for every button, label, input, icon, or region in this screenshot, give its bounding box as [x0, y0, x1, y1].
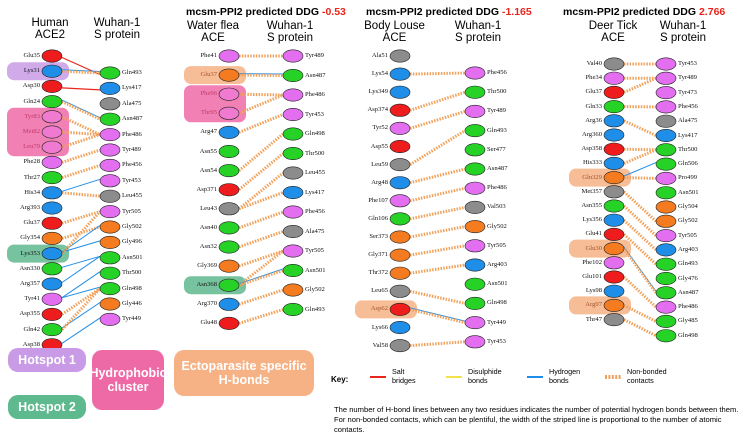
header-line: S protein	[454, 32, 502, 44]
residue-label: Lys31	[23, 67, 40, 75]
key-hydrogen-bonds: Hydrogen bonds	[549, 367, 581, 385]
header-line: S protein	[659, 32, 707, 44]
residue-label: Glu41	[585, 230, 602, 238]
residue-label: Tyr489	[122, 146, 141, 153]
residue-label: Gly476	[678, 274, 698, 282]
residue-label: Gly485	[678, 317, 698, 325]
residue-label: Lys353	[20, 249, 40, 257]
panel-title-4-text: mcsm-PPI2 predicted DDG	[563, 6, 697, 18]
residue-label: Gln106	[368, 214, 388, 222]
residue-label: Phe456	[122, 161, 142, 169]
header-line: Wuhan-1	[659, 20, 707, 32]
residue-label: Gln493	[487, 126, 507, 134]
header-line: ACE	[201, 32, 225, 44]
residue-label: Arg403	[487, 261, 508, 268]
residue-label: Tyr453	[487, 337, 506, 345]
residue-label: Thr95	[200, 109, 217, 117]
residue-label: Gln42	[23, 325, 40, 333]
residue-label: Lys349	[368, 88, 388, 96]
residue-label: Lys66	[371, 323, 388, 331]
residue-label: Asn487	[678, 288, 699, 296]
residue-label: Asp38	[22, 340, 40, 348]
residue-label: Arg97	[585, 301, 602, 309]
ddg-value-4: 2.766	[698, 6, 726, 18]
residue-label: Phe96	[200, 90, 217, 98]
key-disulphide-bonds: Disulphide bonds	[468, 367, 502, 385]
residue-label: Arg360	[581, 131, 602, 138]
residue-label: Thr500	[305, 149, 325, 157]
residue-label: Glu101	[582, 273, 602, 280]
panel-title-3-text: mcsm-PPI2 predicted DDG	[366, 6, 500, 18]
residue-label: Tyr505	[487, 241, 506, 249]
residue-label: Asp371	[196, 185, 217, 193]
residue-label: Gln329	[582, 173, 602, 181]
residue-label: Tyr449	[487, 318, 506, 326]
legend-hotspot2-label: Hotspot 2	[18, 400, 76, 414]
residue-label: Asn487	[487, 165, 508, 172]
residue-label: His34	[24, 188, 40, 196]
key-title: Key:	[331, 375, 349, 384]
residue-label: Gly446	[122, 300, 142, 307]
residue-label: Arg393	[19, 204, 40, 211]
residue-label: Tyr505	[122, 207, 141, 215]
residue-label: Gln498	[487, 299, 507, 307]
residue-label: Arg47	[200, 128, 217, 136]
residue-label: Asn54	[199, 166, 217, 174]
residue-label: Gln493	[678, 260, 698, 268]
residue-label: Arg357	[19, 280, 40, 287]
residue-label: Asn487	[122, 115, 143, 123]
residue-label: Gly502	[487, 222, 507, 230]
residue-label: Asp355	[19, 310, 40, 318]
residue-label: Leu59	[371, 160, 388, 168]
residue-label: Arg36	[585, 116, 602, 124]
residue-label: Tyr52	[372, 124, 388, 132]
residue-label: Tyr453	[122, 176, 141, 184]
header-line: ACE	[382, 32, 407, 44]
residue-label: Gln506	[678, 160, 698, 168]
residue-label: Ala51	[371, 52, 388, 59]
residue-label: Glu30	[585, 244, 602, 252]
residue-label: Gly502	[122, 223, 142, 230]
key-nonbonded-contacts: Non-bonded contacts	[627, 367, 667, 385]
residue-label: Asn355	[581, 202, 602, 209]
residue-label: Gln24	[23, 97, 40, 105]
residue-label: Ser477	[487, 145, 506, 153]
residue-label: Asp374	[367, 106, 388, 114]
residue-label: Thr500	[487, 88, 507, 96]
residue-label: Phe456	[487, 69, 507, 76]
residue-label: Tyr505	[305, 247, 324, 254]
residue-label: Thr500	[678, 145, 698, 153]
header-line: Body Louse	[364, 20, 425, 32]
residue-label: Phe28	[23, 158, 40, 166]
header-line: Water flea	[187, 20, 239, 32]
residue-label: Arg48	[371, 178, 388, 186]
residue-label: Asn330	[19, 264, 40, 272]
residue-label: Lys54	[371, 70, 388, 78]
residue-label: Asn55	[199, 147, 217, 155]
residue-label: Asp30	[22, 82, 40, 90]
residue-label: Ala475	[305, 227, 325, 235]
residue-label: Leu79	[23, 143, 40, 151]
residue-label: Phe486	[305, 91, 325, 98]
header-line: S protein	[93, 29, 141, 41]
residue-label: Asn32	[199, 243, 217, 250]
residue-label: Tyr505	[678, 231, 697, 239]
residue-label: Phe486	[678, 303, 698, 311]
residue-label: Ala475	[122, 99, 142, 107]
residue-label: Arg403	[678, 245, 699, 253]
residue-label: Leu43	[200, 204, 217, 212]
legend-hydrophobic-label: Hydrophobic cluster	[89, 366, 167, 394]
residue-label: Asn501	[678, 188, 699, 196]
residue-label: Tyr453	[678, 60, 697, 67]
key-note: The number of H-bond lines between any two residues indicates the number of potential hydrogen bonds between them. For non-bonded contacts, which can be plentiful, the width of the striped line is proportional to the number of atomic contacts.	[334, 405, 739, 434]
residue-label: Asp62	[370, 305, 388, 313]
residue-label: Gly354	[20, 234, 40, 242]
residue-label: Tyr489	[487, 107, 506, 115]
residue-label: Val58	[372, 341, 388, 349]
residue-label: Asp358	[581, 145, 602, 153]
residue-label: Tyr473	[678, 88, 697, 96]
residue-label: Tyr489	[678, 74, 697, 82]
header-line: Wuhan-1	[93, 17, 141, 29]
legend-hotspot1-label: Hotspot 1	[18, 353, 76, 367]
header-line: Wuhan-1	[266, 20, 314, 32]
residue-label: Phe486	[487, 184, 507, 192]
legend-ectoparasite-label: Ectoparasite specific H-bonds	[181, 359, 307, 387]
ddg-value-3: -1.165	[501, 6, 532, 18]
residue-label: Asn501	[487, 280, 508, 288]
residue-label: Lys417	[305, 188, 325, 196]
residue-label: Asn501	[305, 266, 326, 274]
key-salt-bridges: Salt bridges	[392, 367, 416, 385]
residue-label: Asn487	[305, 71, 326, 79]
header-line: Wuhan-1	[454, 20, 502, 32]
header-line: ACE	[601, 32, 625, 44]
residue-label: Phe486	[122, 130, 142, 138]
residue-label: Tyr453	[305, 110, 324, 118]
residue-label: Tyr83	[24, 112, 40, 120]
residue-label: Asp55	[370, 142, 388, 150]
residue-label: Met82	[22, 128, 40, 135]
residue-label: Asn368	[196, 281, 217, 289]
residue-label: Tyr449	[122, 315, 141, 323]
residue-label: Glu37	[585, 88, 602, 96]
residue-label: Tyr41	[24, 295, 40, 303]
residue-label: Gly502	[678, 217, 698, 225]
residue-label: Thr47	[585, 315, 602, 323]
residue-label: Phe456	[678, 102, 698, 110]
residue-label: Gln33	[585, 102, 602, 110]
residue-label: Leu65	[371, 287, 388, 295]
residue-label: Asn501	[122, 253, 143, 261]
residue-label: Glu48	[200, 319, 217, 327]
residue-label: Lys417	[678, 131, 698, 139]
residue-label: Thr27	[23, 173, 40, 181]
residue-label: Gln493	[305, 305, 325, 313]
residue-label: Gly369	[197, 262, 217, 270]
residue-label: Leu455	[122, 192, 143, 200]
residue-label: Val503	[487, 203, 506, 211]
residue-label: Pro499	[678, 174, 698, 182]
residue-label: Ser373	[369, 233, 388, 240]
residue-label: Lys98	[585, 287, 602, 295]
residue-label: Gly371	[368, 251, 388, 259]
header-line: Deer Tick	[588, 20, 638, 32]
residue-label: Gln498	[305, 130, 325, 137]
residue-label: Asn40	[199, 223, 217, 231]
ddg-value-2: -0.53	[321, 6, 346, 18]
residue-label: Tyr489	[305, 52, 324, 59]
header-line: S protein	[266, 32, 314, 44]
residue-label: Phe34	[585, 74, 602, 82]
residue-label: Phe41	[200, 52, 217, 59]
residue-label: Glu37	[200, 71, 217, 79]
residue-label: Gln498	[678, 331, 698, 339]
residue-label: Gln493	[122, 69, 142, 76]
residue-label: Val40	[586, 60, 602, 67]
residue-label: Lys356	[582, 216, 602, 224]
residue-label: Glu35	[23, 52, 40, 59]
residue-label: Thr500	[122, 269, 142, 277]
residue-label: His333	[582, 159, 602, 167]
residue-label: Lys417	[122, 84, 142, 92]
residue-label: Ala475	[678, 117, 698, 125]
residue-label: Gln498	[122, 284, 142, 292]
residue-label: Leu455	[305, 169, 326, 176]
residue-label: Glu37	[23, 219, 40, 227]
header-line: Human	[31, 17, 69, 29]
residue-label: Gly504	[678, 203, 698, 210]
panel-title-2-text: mcsm-PPI2 predicted DDG	[186, 6, 320, 18]
residue-label: Phe102	[582, 258, 602, 266]
header-line: ACE2	[34, 29, 66, 41]
residue-label: Thr372	[368, 269, 388, 277]
residue-label: Arg370	[196, 300, 217, 308]
residue-label: Phe456	[305, 208, 325, 215]
residue-label: Met357	[581, 187, 602, 195]
residue-label: Gly496	[122, 238, 142, 246]
residue-label: Phe107	[368, 196, 388, 204]
residue-label: Gly502	[305, 286, 325, 293]
